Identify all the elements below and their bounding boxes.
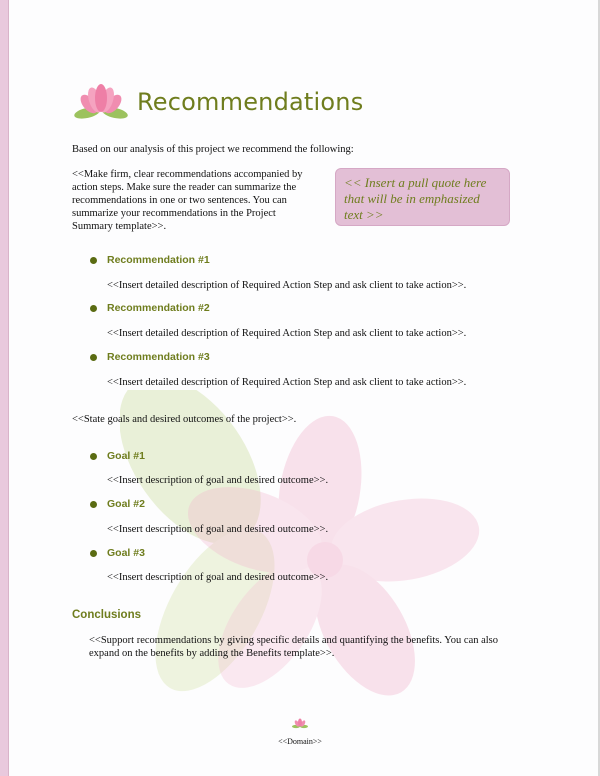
goal-title: Goal #1 <box>107 450 145 462</box>
pull-quote: << Insert a pull quote here that will be in emphasized text >> <box>335 168 510 226</box>
summary-text: <<Make firm, clear recommendations accompanied by action steps. Make sure the reader can summarize the recommendations in one or two sentences. You can summarize your recommendations in the Project Summary template>>. <box>72 169 303 232</box>
conclusions-heading: Conclusions <box>72 609 142 621</box>
flower-watermark-icon <box>120 390 480 720</box>
left-border-stripe <box>0 0 9 776</box>
goal-title: Goal #3 <box>107 547 145 559</box>
recommendation-title: Recommendation #2 <box>107 302 210 314</box>
goals-intro-text: <<State goals and desired outcomes of the project>>. <box>72 414 297 425</box>
bullet-icon <box>90 257 97 264</box>
goal-description: <<Insert description of goal and desired outcome>>. <box>107 572 329 583</box>
bullet-icon <box>90 354 97 361</box>
recommendation-description: <<Insert detailed description of Required Action Step and ask client to take action>>. <box>107 328 467 339</box>
bullet-icon <box>90 305 97 312</box>
intro-text: Based on our analysis of this project we recommend the following: <box>72 144 354 155</box>
recommendation-item <box>90 254 210 266</box>
goal-item <box>90 450 145 462</box>
lotus-icon <box>73 82 129 122</box>
recommendation-item <box>90 302 210 314</box>
goal-description: <<Insert description of goal and desired outcome>>. <box>107 475 329 486</box>
page-title: Recommendations <box>137 88 364 116</box>
footer-domain: <<Domain>> <box>278 737 322 746</box>
page-footer <box>0 718 600 749</box>
lotus-icon <box>292 718 308 729</box>
recommendation-item <box>90 351 210 363</box>
bullet-icon <box>90 550 97 557</box>
page-header <box>73 82 363 122</box>
goal-item <box>90 498 145 510</box>
conclusions-text: <<Support recommendations by giving specific details and quantifying the benefits. You can also expand on the benefits by adding the Benefits template>>. <box>89 635 499 659</box>
bullet-icon <box>90 501 97 508</box>
goal-title: Goal #2 <box>107 498 145 510</box>
recommendation-description: <<Insert detailed description of Required Action Step and ask client to take action>>. <box>107 377 467 388</box>
bullet-icon <box>90 453 97 460</box>
recommendation-description: <<Insert detailed description of Required Action Step and ask client to take action>>. <box>107 280 467 291</box>
goal-description: <<Insert description of goal and desired outcome>>. <box>107 524 329 535</box>
recommendation-title: Recommendation #3 <box>107 351 210 363</box>
recommendation-title: Recommendation #1 <box>107 254 210 266</box>
goal-item <box>90 547 145 559</box>
